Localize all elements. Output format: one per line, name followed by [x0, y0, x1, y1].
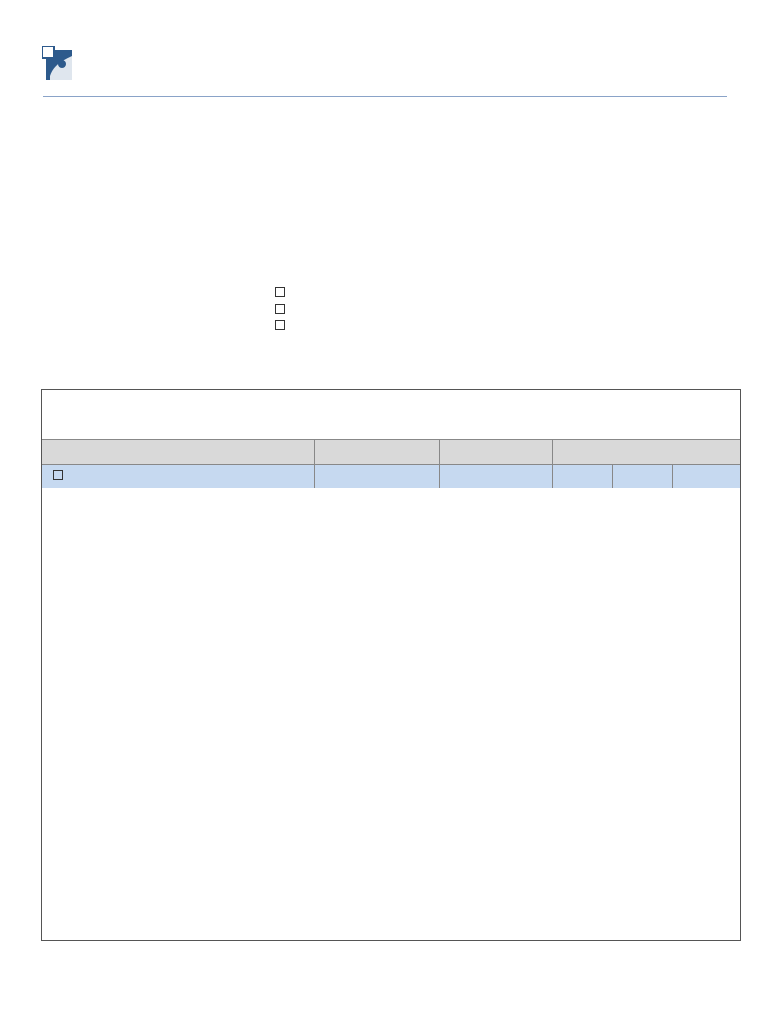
group-title-line — [45, 470, 63, 483]
discussed-header-cell — [314, 440, 439, 464]
waiver-fl-checkbox[interactable] — [275, 304, 285, 314]
waiver-cl-checkbox[interactable] — [275, 320, 285, 330]
options-header-cell — [42, 440, 314, 464]
dbhds-logo — [42, 42, 232, 92]
section-1-table — [41, 389, 741, 941]
group-discussed-cell — [314, 465, 439, 488]
cl-header-cell — [672, 465, 740, 488]
fl-header-cell — [612, 465, 672, 488]
options-header-row — [42, 439, 740, 464]
title-divider — [43, 96, 727, 97]
applicable-header-cell — [552, 440, 740, 464]
considered-header-cell — [439, 440, 552, 464]
bi-header-cell — [552, 465, 612, 488]
group-title-cell — [42, 465, 314, 488]
dbhds-logo-icon — [42, 46, 78, 84]
group-considered-cell — [439, 465, 552, 488]
group-header-row — [42, 464, 740, 488]
group-na-checkbox[interactable] — [53, 470, 63, 480]
waiver-bi-checkbox[interactable] — [275, 287, 285, 297]
